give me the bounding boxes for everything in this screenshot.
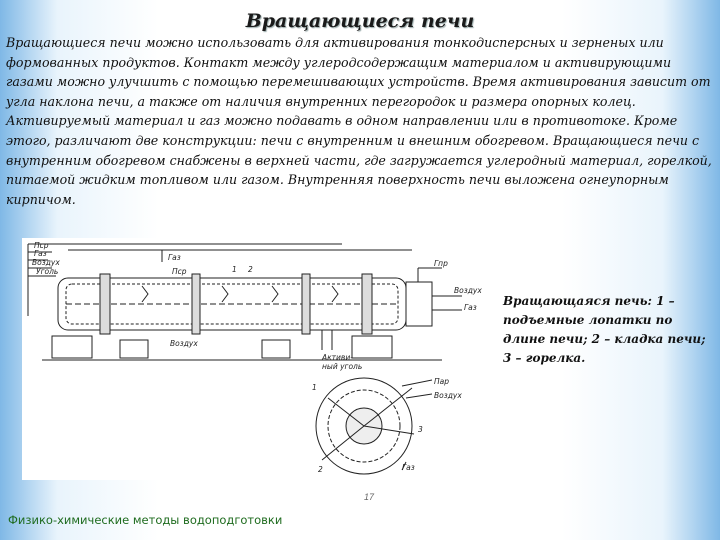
label-sec-1: 1 [312, 383, 317, 392]
body-paragraph: Вращающиеся печи можно использовать для активирования тонкодисперсных и зерненых или формованных продуктов. Контакт между углеродсодержащим материалом и активирующими газами можно улучшить с помощью перемешивающих устройств. Время активирования зависит от угла наклона печи, а также от наличия внутренних перегородок и размера опорных колец. Активируемый материал и газ можно подавать в одном направлении или в противотоке. Кроме этого, различают две конструкции: печи с внутренним и внешним обогревом. Вращающиеся печи с внутренним обогревом снабжены в верхней части, где загружается углеродный материал, горелкой, питаемой жидким топливом или газом. Внутренняя поверхность печи выложена огнеупорным кирпичом. [6, 35, 712, 207]
footer-text: Физико-химические методы водоподготовки [8, 513, 283, 527]
label-gas-top: Газ [168, 253, 181, 262]
label-gas-left: Газ [34, 249, 47, 258]
label-gas-section: Газ [402, 463, 415, 472]
label-psr-left: Пср [34, 241, 49, 250]
label-air-right: Воздух [454, 286, 482, 295]
label-sec-3: 3 [418, 425, 423, 434]
label-1: 1 [232, 265, 237, 274]
label-air-left: Воздух [32, 258, 60, 267]
label-gas-right: Газ [464, 303, 477, 312]
figure-caption: Вращающаяся печь: 1 – подъемные лопатки по длине печи; 2 – кладка печи; 3 – горелка. [503, 294, 706, 365]
label-steam: Пар [434, 377, 449, 386]
kiln-diagram [22, 238, 492, 480]
label-sec-2: 2 [318, 465, 323, 474]
label-coal: Уголь [36, 267, 59, 276]
label-activated-coal-2: ный уголь [322, 362, 363, 371]
label-2: 2 [248, 265, 253, 274]
label-air-bottom: Воздух [170, 339, 198, 348]
label-psr-mid: Пср [172, 267, 187, 276]
page-number: 17 [364, 492, 375, 502]
label-activated-coal-1: Активи- [322, 353, 353, 362]
burner-box [406, 282, 432, 326]
slide-title: Вращающиеся печи [245, 10, 475, 32]
label-gp: Гпр [434, 259, 448, 268]
label-air-section: Воздух [434, 391, 462, 400]
